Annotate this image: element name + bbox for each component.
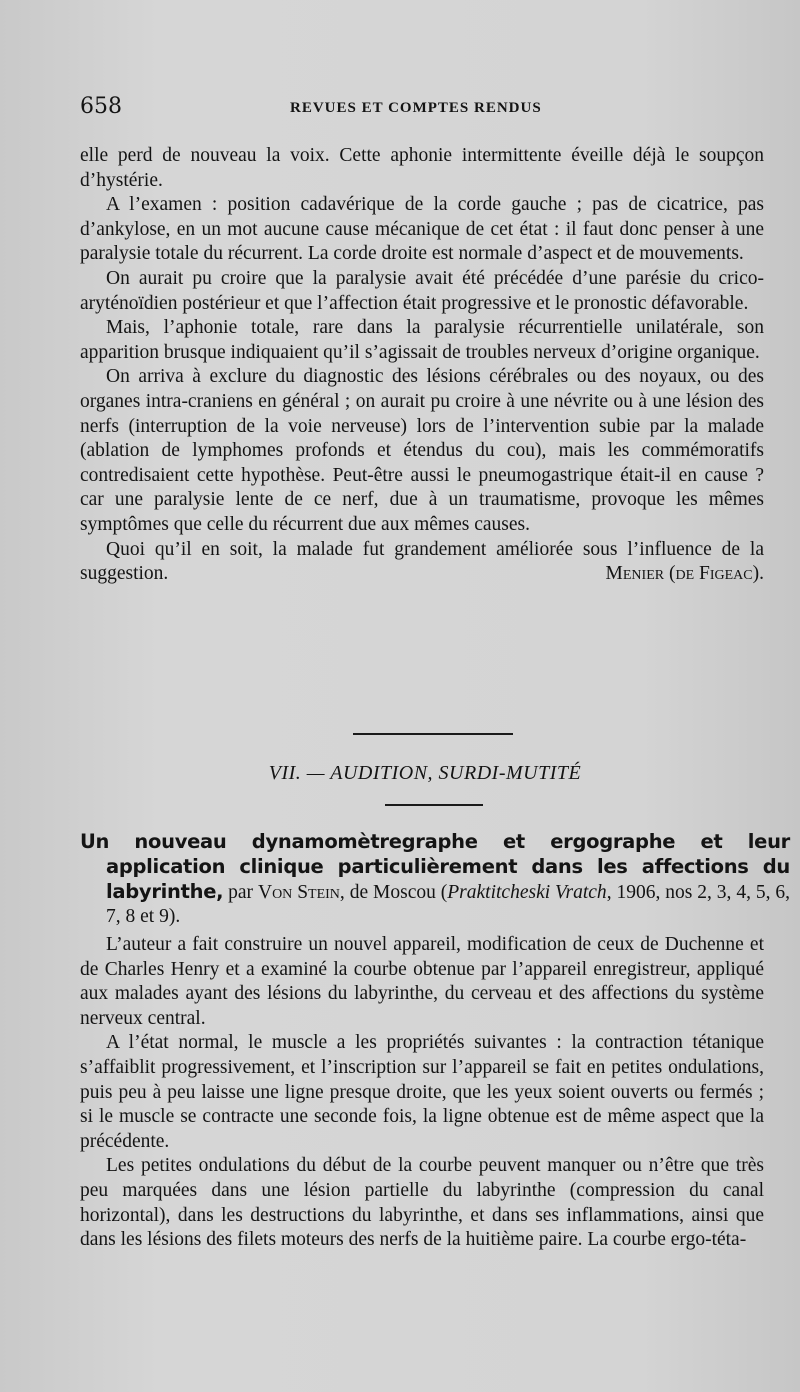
paragraph [80, 538, 764, 587]
paragraph-text: Quoi qu’il en soit, la malade fut grandement améliorée sous l’influence de la suggestion. [80, 538, 764, 585]
article-citation: , 1906, nos 2, 3, 4, 5, 6, 7, 8 et 9). [106, 882, 791, 927]
article-by: par [228, 882, 254, 903]
paragraph: Mais, l’aphonie totale, rare dans la paralysie récurrentielle unilatérale, son apparition brusque indiquaient qu’il s’agissait de troubles nerveux d’origine organique. [80, 317, 764, 363]
section-rule-top [353, 733, 513, 735]
article-place: , de Moscou ( [339, 882, 448, 903]
article-author: Von Stein [257, 882, 340, 903]
page-header [80, 92, 770, 132]
signature-name: Menier [605, 563, 665, 585]
running-title: REVUES ET COMPTES RENDUS [290, 100, 542, 116]
review-text-continued [80, 144, 764, 587]
section-heading: VII. — AUDITION, SURDI-MUTITÉ [268, 762, 582, 784]
paragraph: On aurait pu croire que la paralysie avait été précédée d’une parésie du crico-aryténoïdien postérieur et que l’affection était progressive et le pronostic défavorable. [80, 267, 764, 314]
paragraph: L’auteur a fait construire un nouvel appareil, modification de ceux de Duchenne et de Charles Henry et a examiné la courbe obtenue par l’appareil enregistreur, appliqué aux malades ayant des lésions du labyrinthe, du cerveau et des affections du système nerveux central. [80, 934, 764, 1029]
signature-place: (de Figeac). [668, 563, 764, 585]
article-text [80, 933, 764, 1253]
paragraph: A l’état normal, le muscle a les propriétés suivantes : la contraction tétanique s’affaiblit progressivement, et l’inscription sur l’appareil se fait en petites ondulations, puis peu à peu laisse une ligne presque droite, que les yeux soient ouverts ou fermés ; si le muscle se contracte une seconde fois, la ligne obtenue est de même aspect que la précédente. [80, 1032, 764, 1152]
article-title: Un nouveau dynamomètregraphe et ergographe et leur application clinique particulièrement dans les affections du labyrinthe, [80, 830, 790, 903]
article-journal: Praktitcheski Vratch [447, 882, 607, 903]
paragraph: On arriva à exclure du diagnostic des lésions cérébrales ou des noyaux, ou des organes intra-craniens en général ; on aurait pu croire à une névrite ou à une lésion des nerfs (interruption de la voie nerveuse) lors de l’intervention subie par la malade (ablation de lymphomes profonds et étendus du cou), mais les commémoratifs contredisaient cette hypothèse. Peut-être aussi le pneumogastrique était-il en cause ? car une paralysie lente de ce nerf, due à un traumatisme, provoque les mêmes symptômes que celle du récurrent due aux mêmes causes. [80, 366, 764, 535]
page-number: 658 [80, 94, 122, 119]
section-rule-bottom [385, 804, 483, 806]
paragraph: Les petites ondulations du début de la courbe peuvent manquer ou n’être que très peu marquées dans une lésion partielle du labyrinthe (compression du canal horizontal), dans les destructions du labyrinthe, et dans ses inflammations, ainsi que dans les lésions des filets moteurs des nerfs de la huitième paire. La courbe ergo-téta- [80, 1155, 764, 1251]
signature [580, 562, 764, 587]
paragraph: A l’examen : position cadavérique de la corde gauche ; pas de cicatrice, pas d’ankylose, en un mot aucune cause mécanique de cet état : il faut donc penser à une paralysie totale du récurrent. La corde droite est normale d’aspect et de mouvements. [80, 194, 764, 265]
paragraph: elle perd de nouveau la voix. Cette aphonie intermittente éveille déjà le soupçon d’hystérie. [80, 145, 764, 191]
article-header [80, 830, 790, 929]
